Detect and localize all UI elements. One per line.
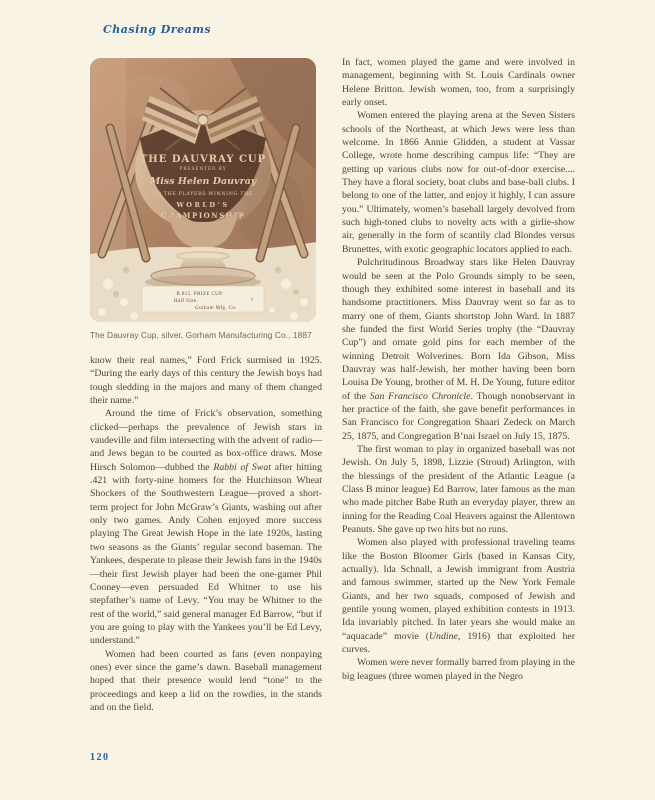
label-line2: Half Size. xyxy=(174,299,198,304)
dauvray-cup-illustration xyxy=(90,58,316,322)
italic-text: Undine xyxy=(428,630,458,642)
left-text-column xyxy=(90,354,322,714)
trophy-engraving-players: TO THE PLAYERS WINNING THE xyxy=(153,191,253,197)
paragraph xyxy=(90,354,322,407)
label-line3: Gorham Mfg. Co. xyxy=(195,306,237,311)
paragraph xyxy=(342,56,575,109)
running-header: Chasing Dreams xyxy=(103,23,212,36)
body-text: . Though nonobservant in her practice of the faith, she gave benefit performances in San Francisco for Congregation Shaari Zedeck on March 25, 1875, and Congregation B’nai Israel on July 15, 1875. xyxy=(342,390,576,442)
trophy-engraving-worlds: WORLD’S xyxy=(176,201,230,209)
body-text: Women also played with professional traveling teams like the Boston Bloomer Girls (based in Kansas City, actually). Ida Schnall, a Jewish immigrant from Austria and famous swimmer, started up the New York Female Giants, and her two squads, composed of Jewish and gentile young women, played exhibition contests in 1913. Ida invariably pitched. In later years she would make an “aquacade” movie ( xyxy=(342,537,575,642)
trophy-engraving-championship: CHAMPIONSHIP xyxy=(160,211,246,220)
body-text: Women entered the playing arena at the Seven Sisters schools of the Northeast, at which Jews were less than welcome. In 1866 Annie Glidden, a student at Vassar College, wrote home describing campus life: “They are getting up various clubs now for out-of-door exercise.... They have a floral society, boat clubs and base-ball clubs. I belong to one of the latter, and enjoy it highly, I can assure you.” Ultimately, women’s baseball largely devolved from such high-toned clubs to novelty acts with a girlie-show air, generally in the form of scantily clad Blondes versus Brunettes, with exotic geographic locators applied to each. xyxy=(342,110,575,255)
body-text: The first woman to play in organized baseball was not Jewish. On July 5, 1898, Lizzie (Stroud) Arlington, with the blessings of the president of the Atlantic League (a Class B minor league) Ed Barrow, later famous as the man who made pitcher Babe Ruth an everyday player, threw an inning for the Reading Coal Heavers against the Allentown Peanuts. She gave up two hits but no runs. xyxy=(342,443,575,536)
label-line2b: 7 xyxy=(250,299,254,304)
paragraph xyxy=(90,407,322,647)
page-number: 120 xyxy=(90,752,110,763)
body-text: know their real names,” Ford Frick surmised in 1925. “During the early days of this century the Jewish boys had tough sledding in the majors and many of them changed their name.” xyxy=(90,355,322,407)
trophy-engraving-name: Miss Helen Dauvray xyxy=(149,176,257,187)
body-text: Women had been courted as fans (even nonpaying ones) ever since the game’s dawn. Baseball management hoped that their presence would lend “tone” to the proceedings and keep a lid on the rowdies, in the stands and on the field. xyxy=(90,648,322,713)
body-text: , 1916) that exploited her curves. xyxy=(342,630,575,656)
dauvray-cup-photo xyxy=(90,58,316,322)
paragraph xyxy=(342,256,575,443)
studio-label xyxy=(142,286,264,312)
body-text: In fact, women played the game and were involved in management, beginning with St. Louis Cardinals owner Helene Britton. Jewish women, too, from a surprisingly early onset. xyxy=(342,57,575,109)
trophy-engraving-title: THE DAUVRAY CUP xyxy=(139,154,267,165)
italic-text: San Francisco Chronicle xyxy=(369,390,471,402)
paragraph xyxy=(342,109,575,256)
body-text: after hitting .421 with forty-nine homers for the Hutchinson Wheat Shockers of the Southwestern League—proved a short-term project for John McGraw’s Giants, washing out after only two games. Andy Cohen enjoyed more success playing The Great Jewish Hope in the late 1920s, lasting two seasons as the Giants’ regular second baseman. The Yankees, desperate to please their Jewish fans in the 1940s—their first Jewish player had been the one-gamer Phil Cooney—even persuaded Ed Whitner to use his stepfather’s name of Levy. “You may be Whitner to the rest of the world,” said general manager Ed Barrow, “but if you are going to play with the Yankees you’ll be Ed Levy, understand.” xyxy=(90,461,322,647)
trophy-engraving-presented: PRESENTED BY xyxy=(179,166,227,171)
italic-text: Rabbi of Swat xyxy=(213,461,271,473)
paragraph xyxy=(342,443,575,536)
body-text: Around the time of Frick’s observation, something clicked—perhaps the prevalence of Jewish stars in vaudeville and film intersecting with the advent of radio—and Jews began to be courted as box-office draws. Mose Hirsch Solomon—dubbed the xyxy=(90,408,322,473)
photo-caption: The Dauvray Cup, silver, Gorham Manufacturing Co., 1887 xyxy=(90,330,312,340)
paragraph xyxy=(342,536,575,656)
body-text: Women were never formally barred from playing in the big leagues (three women played in the Negro xyxy=(342,657,575,682)
baseball-ornament xyxy=(198,115,208,125)
label-line1: B 815. PRIZE CUP. xyxy=(176,292,224,297)
body-text: Pulchritudinous Broadway stars like Helen Dauvray would be seen at the Polo Grounds simply to be seen, though they exhibited some interest in baseball and its handsome practitioners. Miss Dauvray went so far as to marry one of them, Giants shortstop John Ward. In 1887 she funded the first World Series trophy (the “Dauvray Cup”) and ornate gold pins for each member of the winning Detroit Wolverines. Born Ida Gibson, Miss Dauvray was half-Jewish, her mother having been born Louisa De Young, brother of M. H. De Young, future editor of the xyxy=(342,257,575,402)
paragraph xyxy=(342,656,575,683)
right-text-column xyxy=(342,56,575,683)
paragraph xyxy=(90,648,322,715)
